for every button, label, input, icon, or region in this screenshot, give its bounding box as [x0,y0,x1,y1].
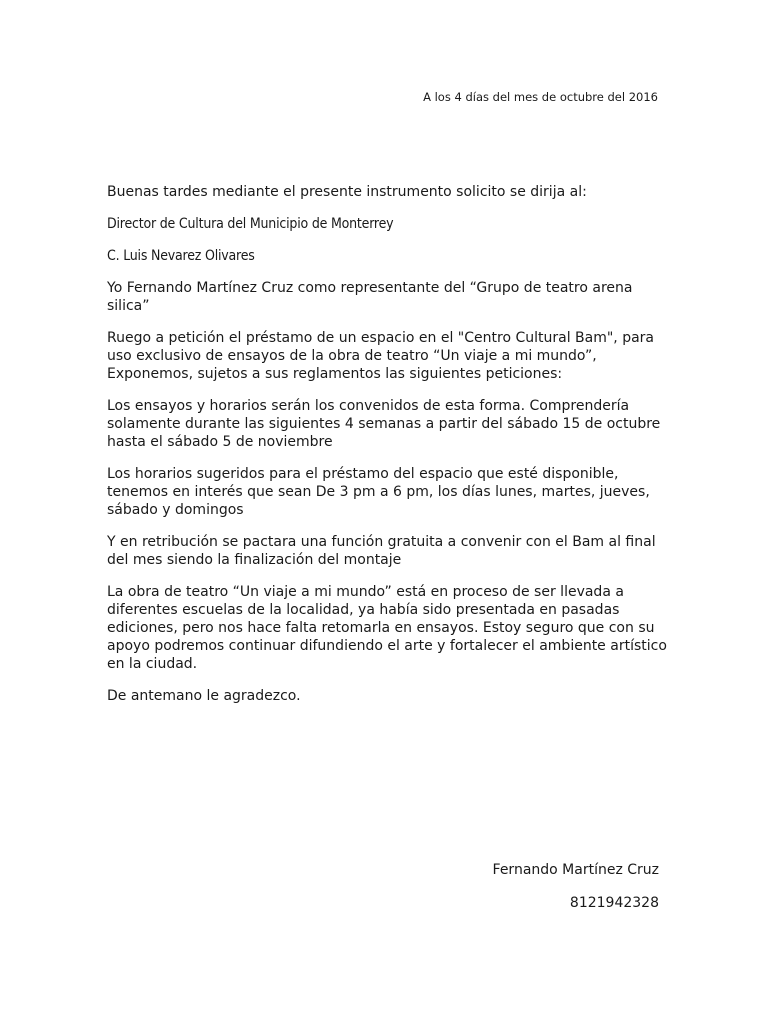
text-line: del mes siendo la finalización del montaje [107,552,402,568]
text-line: diferentes escuelas de la localidad, ya había sido presentada en pasadas [107,602,620,618]
text-line: hasta el sábado 5 de noviembre [107,434,333,450]
text-line: Ruego a petición el préstamo de un espacio en el "Centro Cultural Bam", para [107,330,654,346]
greeting: Buenas tardes mediante el presente instrumento solicito se dirija al: [107,184,587,200]
paragraph-rehearsals [107,397,667,451]
signature-block [493,861,659,912]
text-line: sábado y domingos [107,502,244,518]
text-line: Los ensayos y horarios serán los convenidos de esta forma. Comprendería [107,398,630,414]
paragraph-play [107,583,667,673]
text-line: ediciones, pero nos hace falta retomarla en ensayos. Estoy seguro que con su [107,620,655,636]
paragraph-request [107,329,667,383]
text-line: solamente durante las siguientes 4 semanas a partir del sábado 15 de octubre [107,416,661,432]
text-line: uso exclusivo de ensayos de la obra de teatro “Un viaje a mi mundo”, [107,348,597,364]
text-line: Los horarios sugeridos para el préstamo del espacio que esté disponible, [107,466,619,482]
text-line: tenemos en interés que sean De 3 pm a 6 pm, los días lunes, martes, jueves, [107,484,650,500]
letter-date: A los 4 días del mes de octubre del 2016 [423,90,658,104]
paragraph-schedule [107,465,667,519]
signature-name: Fernando Martínez Cruz [492,862,659,878]
text-line: apoyo podremos continuar difundiendo el arte y fortalecer el ambiente artístico [107,638,667,654]
text-line: La obra de teatro “Un viaje a mi mundo” está en proceso de ser llevada a [107,584,624,600]
text-line: en la ciudad. [107,656,198,672]
letter-body [107,183,667,719]
paragraph-retribution [107,533,667,569]
closing: De antemano le agradezco. [107,688,301,704]
recipient-title: Director de Cultura del Municipio de Monterrey [107,216,394,232]
signature-phone: 8121942328 [569,895,659,911]
text-line: Yo Fernando Martínez Cruz como representante del “Grupo de teatro arena [107,280,633,296]
text-line: Y en retribución se pactara una función gratuita a convenir con el Bam al final [107,534,656,550]
text-line: silica” [107,298,150,314]
recipient-name: C. Luis Nevarez Olivares [107,248,255,264]
text-line: Exponemos, sujetos a sus reglamentos las siguientes peticiones: [107,366,563,382]
paragraph-representative [107,279,667,315]
